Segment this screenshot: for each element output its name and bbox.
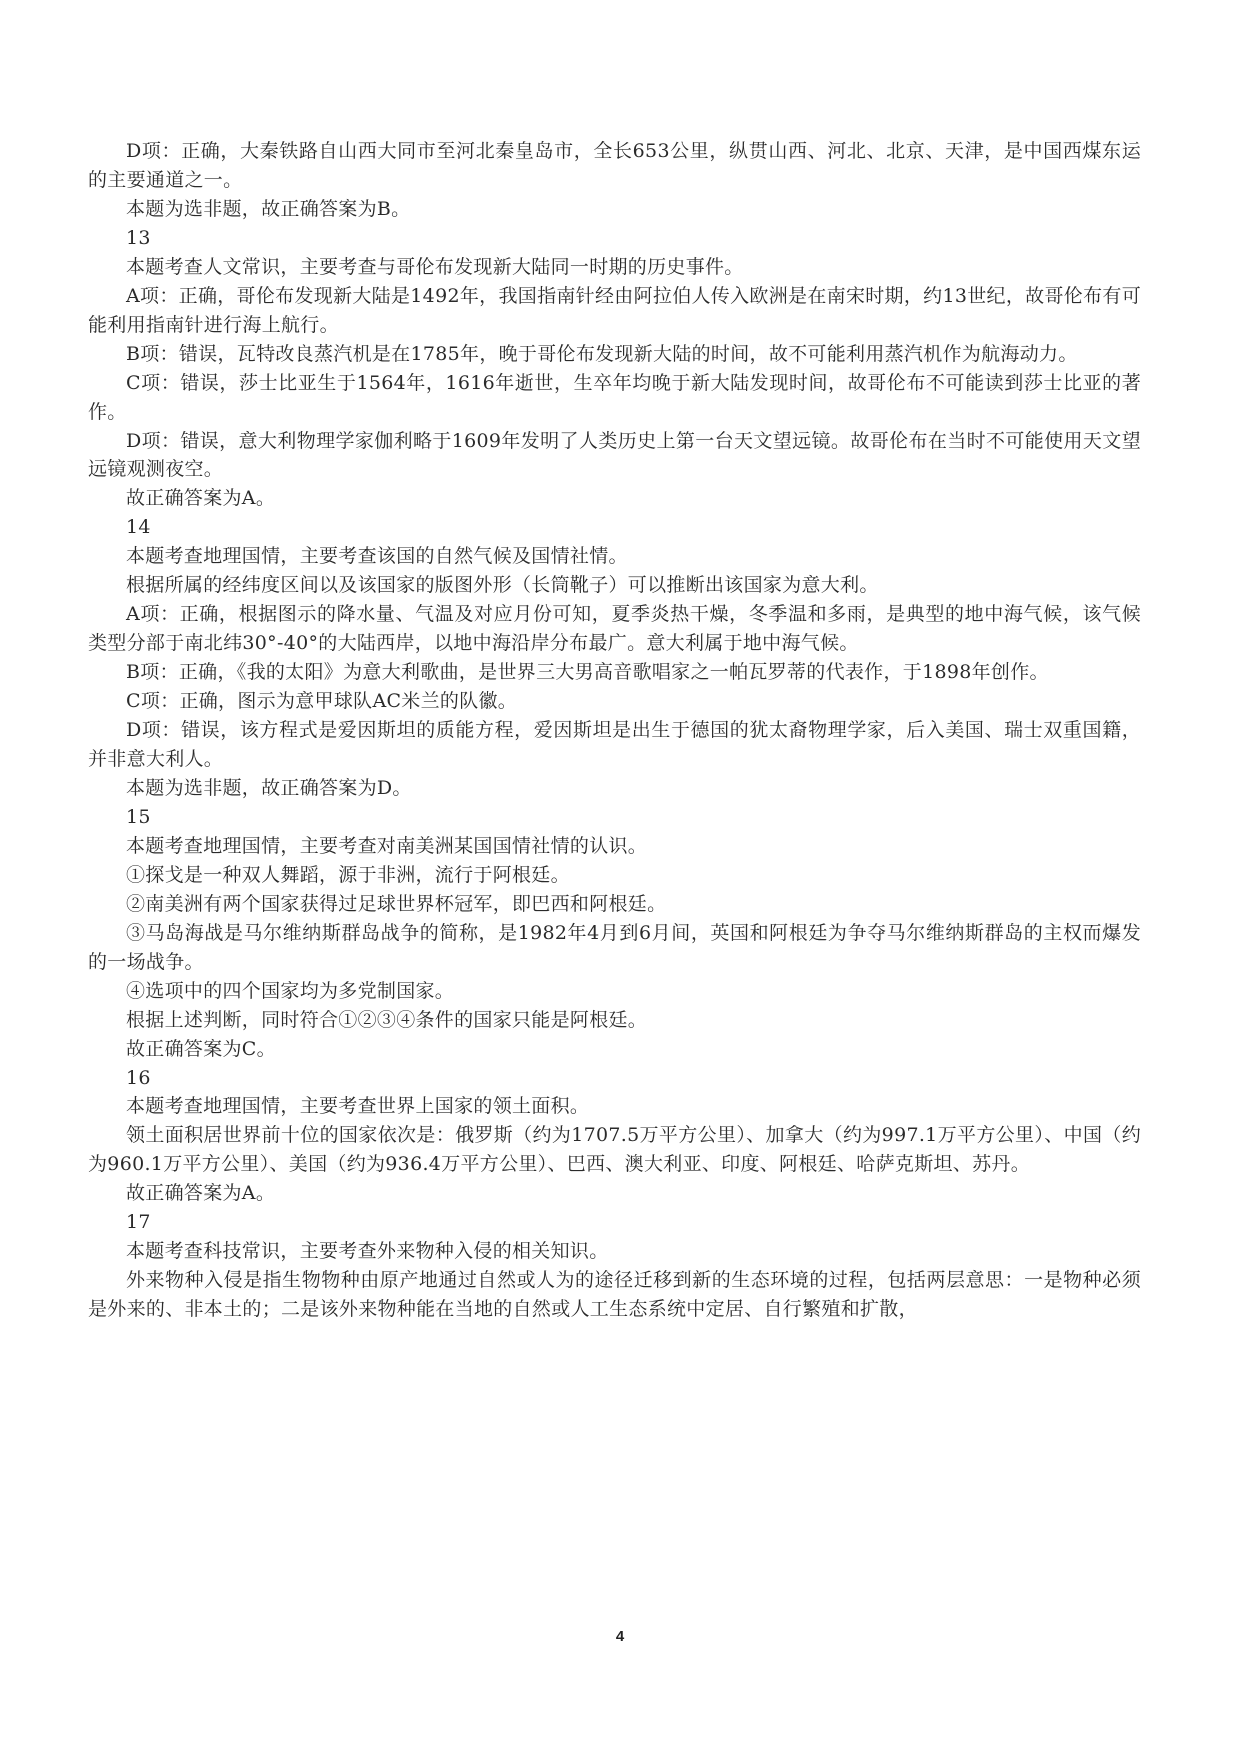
paragraph-q14-option-c: C项：正确，图示为意甲球队AC米兰的队徽。 xyxy=(126,690,518,713)
paragraph-q13-intro: 本题考查人文常识，主要考查与哥伦布发现新大陆同一时期的历史事件。 xyxy=(126,255,744,278)
paragraph-q15-item-2: ②南美洲有两个国家获得过足球世界杯冠军，即巴西和阿根廷。 xyxy=(126,892,667,915)
paragraph-q16-answer: 故正确答案为A。 xyxy=(126,1182,276,1205)
paragraph-q14-intro: 本题考查地理国情，主要考查该国的自然气候及国情社情。 xyxy=(126,545,628,568)
paragraph-q15-intro: 本题考查地理国情，主要考查对南美洲某国国情社情的认识。 xyxy=(126,834,648,857)
document-body xyxy=(88,137,1141,1324)
paragraph-q12-option-d: D项：正确，大秦铁路自山西大同市至河北秦皇岛市，全长653公里，纵贯山西、河北、北京、天津，是中国西煤东运的主要通道之一。 xyxy=(88,140,1141,191)
question-number-15: 15 xyxy=(126,805,151,828)
paragraph-q15-conclusion: 根据上述判断，同时符合①②③④条件的国家只能是阿根廷。 xyxy=(126,1008,648,1031)
paragraph-q12-answer: 本题为选非题，故正确答案为B。 xyxy=(126,197,411,220)
paragraph-q13-option-c: C项：错误，莎士比亚生于1564年，1616年逝世，生卒年均晚于新大陆发现时间，故哥伦布不可能读到莎士比亚的著作。 xyxy=(88,371,1141,423)
paragraph-q15-item-4: ④选项中的四个国家均为多党制国家。 xyxy=(126,979,455,1002)
question-number-14: 14 xyxy=(126,516,151,539)
question-number-17: 17 xyxy=(126,1211,151,1234)
paragraph-q16-intro: 本题考查地理国情，主要考查世界上国家的领土面积。 xyxy=(126,1095,590,1118)
paragraph-q14-answer: 本题为选非题，故正确答案为D。 xyxy=(126,776,412,799)
paragraph-q15-answer: 故正确答案为C。 xyxy=(126,1037,276,1060)
paragraph-q14-option-d: D项：错误，该方程式是爱因斯坦的质能方程，爱因斯坦是出生于德国的犹太裔物理学家，后入美国、瑞士双重国籍，并非意大利人。 xyxy=(88,719,1141,771)
paragraph-q13-option-b: B项：错误，瓦特改良蒸汽机是在1785年，晚于哥伦布发现新大陆的时间，故不可能利用蒸汽机作为航海动力。 xyxy=(126,342,1078,365)
paragraph-q15-item-3: ③马岛海战是马尔维纳斯群岛战争的简称，是1982年4月到6月间，英国和阿根廷为争夺马尔维纳斯群岛的主权而爆发的一场战争。 xyxy=(88,921,1141,973)
question-number-16: 16 xyxy=(126,1066,151,1089)
question-number-13: 13 xyxy=(126,226,151,249)
paragraph-q14-option-b: B项：正确，《我的太阳》为意大利歌曲，是世界三大男高音歌唱家之一帕瓦罗蒂的代表作，于1898年创作。 xyxy=(126,661,1049,684)
paragraph-q17-body: 外来物种入侵是指生物物种由原产地通过自然或人为的途径迁移到新的生态环境的过程，包括两层意思：一是物种必须是外来的、非本土的；二是该外来物种能在当地的自然或人工生态系统中定居、自行繁殖和扩散， xyxy=(88,1269,1141,1321)
paragraph-q15-item-1: ①探戈是一种双人舞蹈，源于非洲，流行于阿根廷。 xyxy=(126,863,570,886)
paragraph-q13-option-a: A项：正确，哥伦布发现新大陆是1492年，我国指南针经由阿拉伯人传入欧洲是在南宋时期，约13世纪，故哥伦布有可能利用指南针进行海上航行。 xyxy=(88,284,1141,336)
paragraph-q14-option-a: A项：正确，根据图示的降水量、气温及对应月份可知，夏季炎热干燥，冬季温和多雨，是典型的地中海气候，该气候类型分部于南北纬30°-40°的大陆西岸，以地中海沿岸分布最广。意大利属于地中海气候。 xyxy=(88,603,1141,655)
paragraph-q17-intro: 本题考查科技常识，主要考查外来物种入侵的相关知识。 xyxy=(126,1240,609,1263)
paragraph-q16-body: 领土面积居世界前十位的国家依次是：俄罗斯（约为1707.5万平方公里）、加拿大（约为997.1万平方公里）、中国（约为960.1万平方公里）、美国（约为936.4万平方公里）、巴西、澳大利亚、印度、阿根廷、哈萨克斯坦、苏丹。 xyxy=(88,1124,1141,1176)
paragraph-q13-answer: 故正确答案为A。 xyxy=(126,487,276,510)
paragraph-q13-option-d: D项：错误，意大利物理学家伽利略于1609年发明了人类历史上第一台天文望远镜。故哥伦布在当时不可能使用天文望远镜观测夜空。 xyxy=(88,429,1141,481)
page-number: 4 xyxy=(615,1628,625,1645)
paragraph-q14-inference: 根据所属的经纬度区间以及该国家的版图外形（长筒靴子）可以推断出该国家为意大利。 xyxy=(126,574,879,597)
